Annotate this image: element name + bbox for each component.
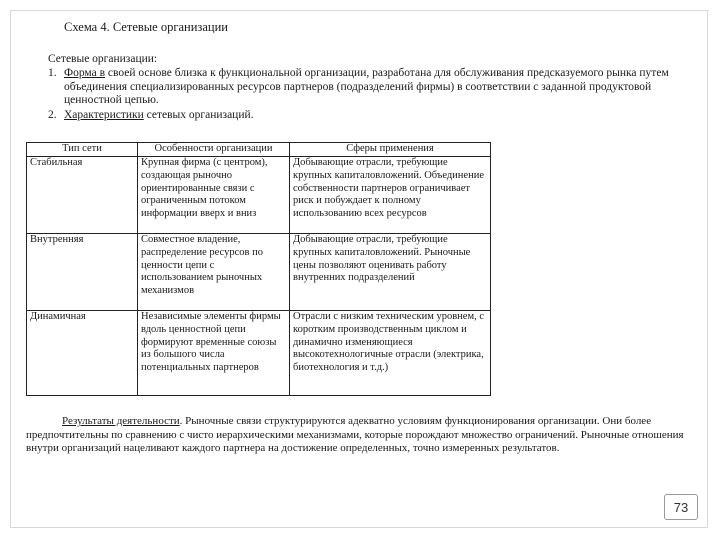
header-features: Особенности организации <box>138 143 290 157</box>
results-text: . Рыночные связи структурируются адекватно условиям функционирования организации. Они более предпочтительны по сравнению с чисто иерархическими механизмами, которые порождают множество ограничений. Рыночные отношения внутри организаций нацеливают каждого партнера на достижение определенных, точно измеренных результатов. <box>26 415 684 454</box>
item-number: 2. <box>48 108 57 121</box>
page-number-badge: 73 <box>664 494 698 520</box>
cell-features: Независимые элементы фирмы вдоль ценностной цепи формируют временные союзы из большого числа потенциальных партнеров <box>138 311 290 396</box>
cell-type: Внутренняя <box>27 234 138 311</box>
item-text: сетевых организаций. <box>143 108 254 121</box>
table-header-row <box>27 143 491 157</box>
item-label: Характеристики <box>64 108 144 121</box>
network-types-table <box>26 142 491 396</box>
list-item <box>48 109 698 123</box>
item-text: своей основе близка к функциональной организации, разработана для обслуживания предсказуемого рынка путем объединения специализированных ресурсов партнеров (подразделений фирмы) в соответствии с заданной продуктовой ценностной цепью. <box>64 67 669 106</box>
cell-type: Стабильная <box>27 157 138 234</box>
table-row <box>27 311 491 396</box>
cell-features: Совместное владение, распределение ресурсов по ценности цепи с использованием рыночных механизмов <box>138 234 290 311</box>
characteristics-list <box>48 67 698 123</box>
item-number: 1. <box>48 67 57 79</box>
scheme-title: Схема 4. Сетевые организации <box>64 20 228 34</box>
cell-features: Крупная фирма (с центром), создающая рыночно ориентированные связи с ограниченным потоком информации вверх и вниз <box>138 157 290 234</box>
cell-type: Динамичная <box>27 311 138 396</box>
list-item <box>48 67 698 108</box>
header-application: Сферы применения <box>290 143 491 157</box>
cell-application: Добывающие отрасли, требующие крупных капиталовложений. Рыночные цены позволяют оценивать работу внутренних подразделений <box>290 234 491 311</box>
cell-application: Добывающие отрасли, требующие крупных капиталовложений. Объединение собственности партнеров ограничивает риск и побуждает к полному использованию всех ресурсов <box>290 157 491 234</box>
results-label: Результаты деятельности <box>62 415 180 427</box>
table-row <box>27 157 491 234</box>
item-label: Форма в <box>64 67 106 79</box>
results-paragraph <box>26 415 696 456</box>
table-row <box>27 234 491 311</box>
header-network-type: Тип сети <box>27 143 138 157</box>
intro-heading: Сетевые организации: <box>48 53 158 65</box>
cell-application: Отрасли с низким техническим уровнем, с коротким производственным циклом и динамично изменяющиеся высокотехнологичные отрасли (электрика, биотехнология и т.д.) <box>290 311 491 396</box>
